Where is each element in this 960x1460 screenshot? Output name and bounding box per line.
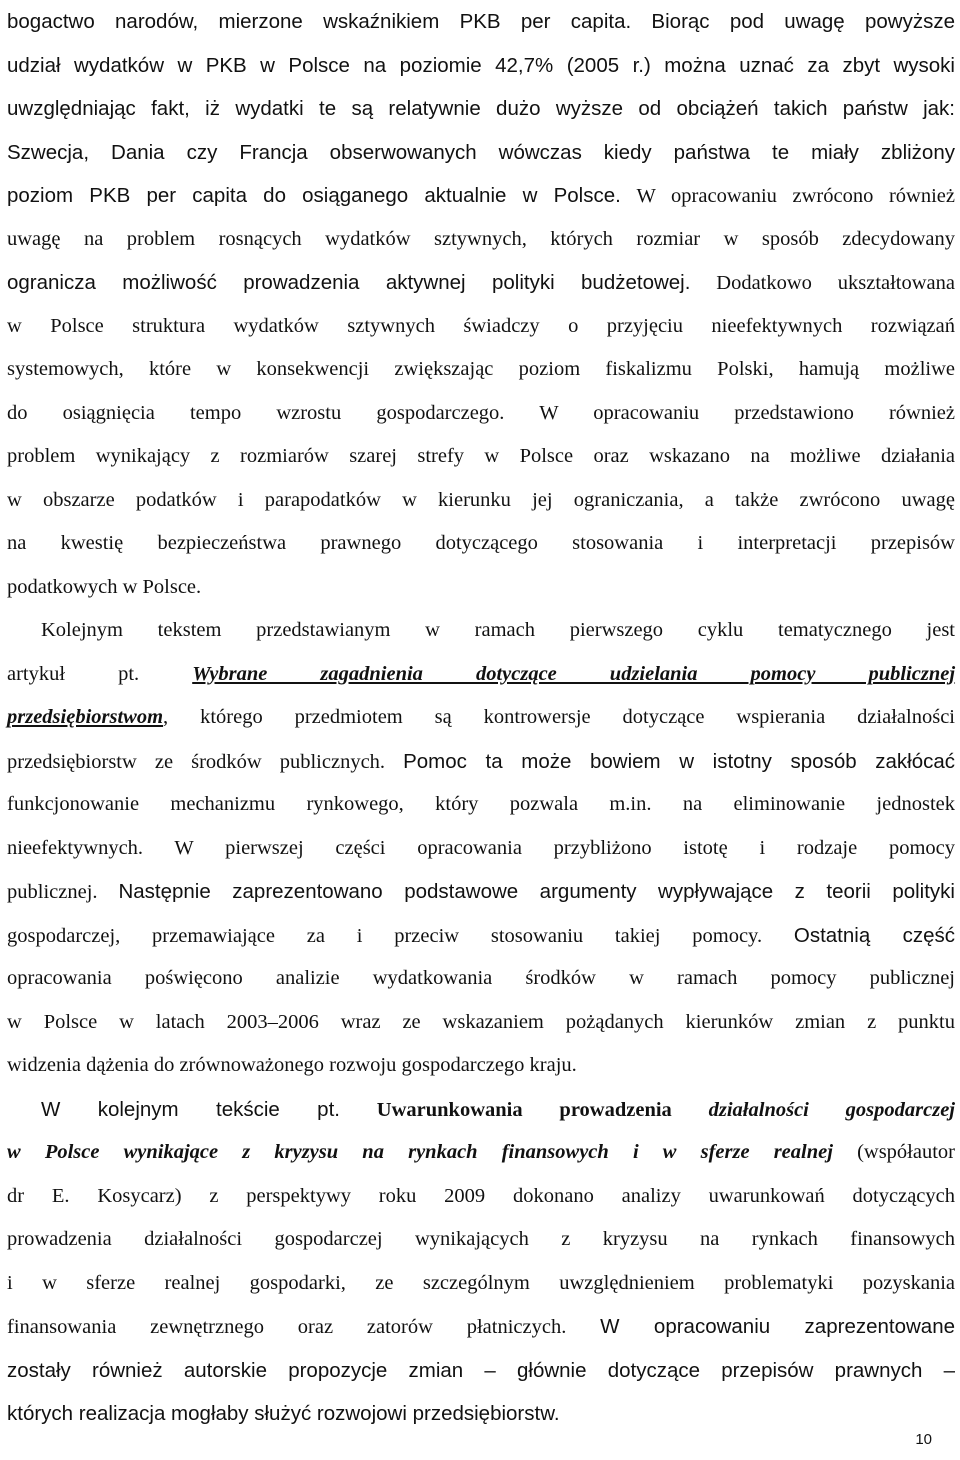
text-line: dr E. Kosycarz) z perspektywy roku 2009 dokonano analizy uwarunkowań dotyczących — [7, 1184, 955, 1207]
text-segment: Ostatnią część — [793, 923, 955, 947]
text-line: uwzględniając fakt, iż wydatki te są relatywnie dużo wyższe od obciążeń takich państw jak: — [7, 97, 955, 120]
text-line: funkcjonowanie mechanizmu rynkowego, który pozwala m.in. na eliminowanie jednostek — [7, 793, 955, 815]
text-segment: przedsiębiorstw ze środków publicznych. — [7, 750, 386, 773]
document-page — [7, 0, 955, 1436]
text-line — [7, 392, 955, 436]
text-segment: W opracowaniu zaprezentowane — [600, 1315, 955, 1338]
text-line: których realizacja mogłaby służyć rozwojowi przedsiębiorstw. — [7, 1402, 560, 1425]
text-line — [7, 261, 955, 305]
text-segment: do osiągnięcia tempo wzrostu gospodarczego. — [7, 401, 505, 424]
text-line: w obszarze podatków i parapodatków w kierunku jej ograniczania, a także zwrócono uwagę — [7, 488, 955, 511]
text-line — [7, 1088, 955, 1132]
text-segment: W kolejnym tekście pt. — [41, 1097, 340, 1121]
text-line — [7, 1131, 955, 1175]
text-segment: W opracowaniu zwrócono również — [636, 185, 955, 207]
text-line: i w sferze realnej gospodarki, ze szczególnym uwzględnieniem problematyki pozyskania — [7, 1271, 955, 1294]
page-number: 10 — [915, 1431, 932, 1448]
text-line — [7, 870, 955, 914]
article-title: Wybrane zagadnienia dotyczące udzielania pomocy publicznej — [192, 662, 956, 685]
text-line: widzenia dążenia do zrównoważonego rozwoju gospodarczego kraju. — [7, 1054, 577, 1076]
text-segment: finansowania zewnętrznego oraz zatorów płatniczych. — [7, 1316, 567, 1338]
text-segment: gospodarczej, przemawiające za i przeciw stosowaniu takiej pomocy. — [7, 924, 763, 947]
text-segment: ogranicza możliwość prowadzenia aktywnej polityki budżetowej. — [7, 271, 691, 294]
text-line: w Polsce struktura wydatków sztywnych świadczy o przyjęciu nieefektywnych rozwiązań — [7, 314, 955, 337]
text-line: na kwestię bezpieczeństwa prawnego dotyczącego stosowania i interpretacji przepisów — [7, 532, 955, 554]
article-title: Uwarunkowania prowadzenia — [376, 1098, 672, 1121]
text-line: Kolejnym tekstem przedstawianym w ramach pierwszego cyklu tematycznego jest — [41, 619, 955, 641]
text-segment: publicznej. — [7, 881, 98, 903]
text-segment: Dodatkowo ukształtowana — [716, 272, 956, 294]
text-line — [7, 653, 955, 697]
text-segment: poziom PKB per capita do osiąganego aktualnie w Polsce. — [7, 184, 621, 207]
article-title: przedsiębiorstwom — [7, 706, 164, 728]
text-line: problem wynikający z rozmiarów szarej strefy w Polsce oraz wskazano na możliwe działania — [7, 445, 955, 467]
text-line: opracowania poświęcono analizie wydatkowania środków w ramach pomocy publicznej — [7, 967, 955, 989]
text-line: zostały również autorskie propozycje zmian – głównie dotyczące przepisów prawnych – — [7, 1358, 955, 1382]
text-line: bogactwo narodów, mierzone wskaźnikiem PKB per capita. Biorąc pod uwagę powyższe — [7, 10, 955, 33]
text-line: uwagę na problem rosnących wydatków sztywnych, których rozmiar w sposób zdecydowany — [7, 227, 955, 250]
text-segment: artykuł pt. — [7, 662, 140, 685]
text-line — [7, 740, 955, 784]
text-line — [7, 1305, 955, 1349]
text-line: nieefektywnych. W pierwszej części opracowania przybliżono istotę i rodzaje pomocy — [7, 836, 955, 859]
text-line — [7, 696, 955, 740]
text-segment: Pomoc ta może bowiem w istotny sposób zakłócać — [403, 749, 956, 773]
text-line — [7, 174, 955, 218]
text-segment: (współautor — [857, 1141, 956, 1163]
text-segment: W opracowaniu przedstawiono również — [539, 401, 955, 424]
text-line: podatkowych w Polsce. — [7, 575, 202, 598]
text-segment: , którego przedmiotem są kontrowersje dotyczące wspierania działalności — [163, 706, 955, 728]
text-line: udział wydatków w PKB w Polsce na poziomie 42,7% (2005 r.) można uznać za zbyt wysoki — [7, 53, 955, 77]
text-line: w Polsce w latach 2003–2006 wraz ze wskazaniem pożądanych kierunków zmian z punktu — [7, 1010, 955, 1033]
article-title: w Polsce wynikające z kryzysu na rynkach finansowych i w sferze realnej — [7, 1141, 833, 1163]
text-segment: Następnie zaprezentowano podstawowe argumenty wypływające z teorii polityki — [118, 880, 955, 903]
text-line: systemowych, które w konsekwencji zwiększając poziom fiskalizmu Polski, hamują możliwe — [7, 358, 955, 380]
article-title: działalności gospodarczej — [708, 1098, 955, 1121]
text-line — [7, 914, 955, 958]
text-line: prowadzenia działalności gospodarczej wynikających z kryzysu na rynkach finansowych — [7, 1228, 955, 1250]
text-line: Szwecja, Dania czy Francja obserwowanych wówczas kiedy państwa te miały zbliżony — [7, 140, 955, 164]
